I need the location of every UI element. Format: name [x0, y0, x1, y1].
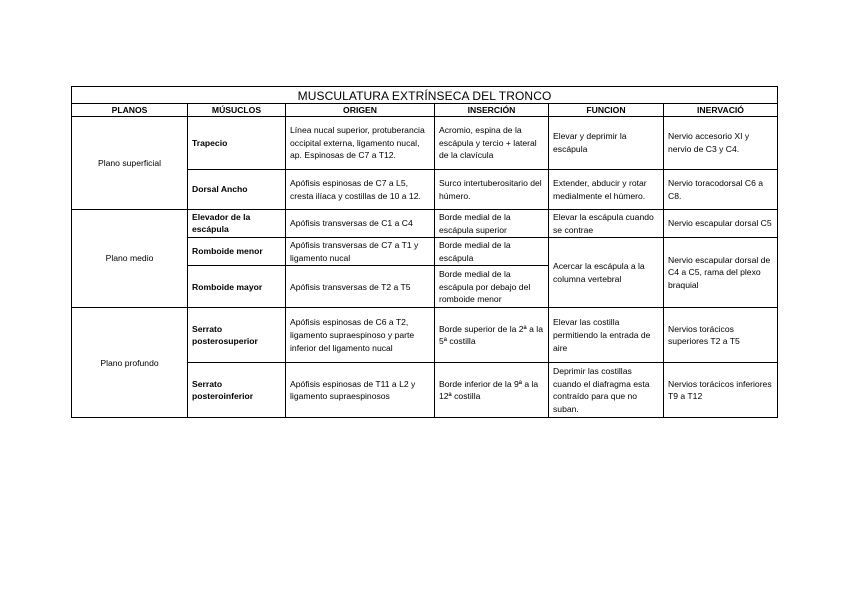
- muscle-name: Romboide mayor: [188, 266, 286, 308]
- origin-cell: Apófisis espinosas de C6 a T2, ligamento supraespinoso y parte inferior del ligamento nucal: [286, 308, 435, 363]
- header-musculos: MÚSUCLOS: [188, 104, 286, 117]
- innervation-cell: Nervios torácicos superiores T2 a T5: [664, 308, 778, 363]
- insertion-cell: Borde medial de la escápula superior: [435, 210, 549, 238]
- origin-cell: Apófisis espinosas de T11 a L2 y ligamento supraespinosos: [286, 363, 435, 418]
- plane-superficial: Plano superficial: [72, 117, 188, 210]
- insertion-cell: Borde medial de la escápula: [435, 238, 549, 266]
- plane-profundo: Plano profundo: [72, 308, 188, 418]
- header-inervacion: INERVACIÓ: [664, 104, 778, 117]
- insertion-cell: Borde medial de la escápula por debajo del romboide menor: [435, 266, 549, 308]
- origin-cell: Apófisis transversas de T2 a T5: [286, 266, 435, 308]
- innervation-cell: Nervio toracodorsal C6 a C8.: [664, 170, 778, 210]
- insertion-cell: Surco intertuberositario del húmero.: [435, 170, 549, 210]
- table-row: [72, 117, 778, 170]
- innervation-cell: Nervios torácicos inferiores T9 a T12: [664, 363, 778, 418]
- origin-cell: Apófisis espinosas de C7 a L5, cresta ilíaca y costillas de 10 a 12.: [286, 170, 435, 210]
- origin-cell: Apófisis transversas de C7 a T1 y ligamento nucal: [286, 238, 435, 266]
- function-cell: Acercar la escápula a la columna vertebral: [549, 238, 664, 308]
- title-row: [72, 87, 778, 104]
- function-cell: Elevar la escápula cuando se contrae: [549, 210, 664, 238]
- function-cell: Elevar y deprimir la escápula: [549, 117, 664, 170]
- function-cell: Deprimir las costillas cuando el diafragma esta contraído para que no suban.: [549, 363, 664, 418]
- muscle-name: Romboide menor: [188, 238, 286, 266]
- table-title: MUSCULATURA EXTRÍNSECA DEL TRONCO: [72, 87, 778, 104]
- muscle-name: Elevador de la escápula: [188, 210, 286, 238]
- header-origen: ORIGEN: [286, 104, 435, 117]
- function-cell: Extender, abducir y rotar medialmente el húmero.: [549, 170, 664, 210]
- header-planos: PLANOS: [72, 104, 188, 117]
- muscle-name: Serrato posterosuperior: [188, 308, 286, 363]
- origin-cell: Línea nucal superior, protuberancia occipital externa, ligamento nucal, ap. Espinosas de C7 a T12.: [286, 117, 435, 170]
- muscle-table: [71, 86, 778, 418]
- function-cell: Elevar las costilla permitiendo la entrada de aire: [549, 308, 664, 363]
- table-row: [72, 308, 778, 363]
- innervation-cell: Nervio escapular dorsal C5: [664, 210, 778, 238]
- header-row: [72, 104, 778, 117]
- muscle-name: Serrato posteroinferior: [188, 363, 286, 418]
- innervation-cell: Nervio escapular dorsal de C4 a C5, rama del plexo braquial: [664, 238, 778, 308]
- muscle-name: Trapecio: [188, 117, 286, 170]
- innervation-cell: Nervio accesorio XI y nervio de C3 y C4.: [664, 117, 778, 170]
- insertion-cell: Borde superior de la 2ª a la 5ª costilla: [435, 308, 549, 363]
- plane-medio: Plano medio: [72, 210, 188, 308]
- muscle-table-container: [71, 86, 777, 418]
- muscle-name: Dorsal Ancho: [188, 170, 286, 210]
- insertion-cell: Acromio, espina de la escápula y tercio + lateral de la clavícula: [435, 117, 549, 170]
- header-insercion: INSERCIÓN: [435, 104, 549, 117]
- insertion-cell: Borde inferior de la 9ª a la 12ª costilla: [435, 363, 549, 418]
- origin-cell: Apófisis transversas de C1 a C4: [286, 210, 435, 238]
- table-row: [72, 210, 778, 238]
- header-funcion: FUNCION: [549, 104, 664, 117]
